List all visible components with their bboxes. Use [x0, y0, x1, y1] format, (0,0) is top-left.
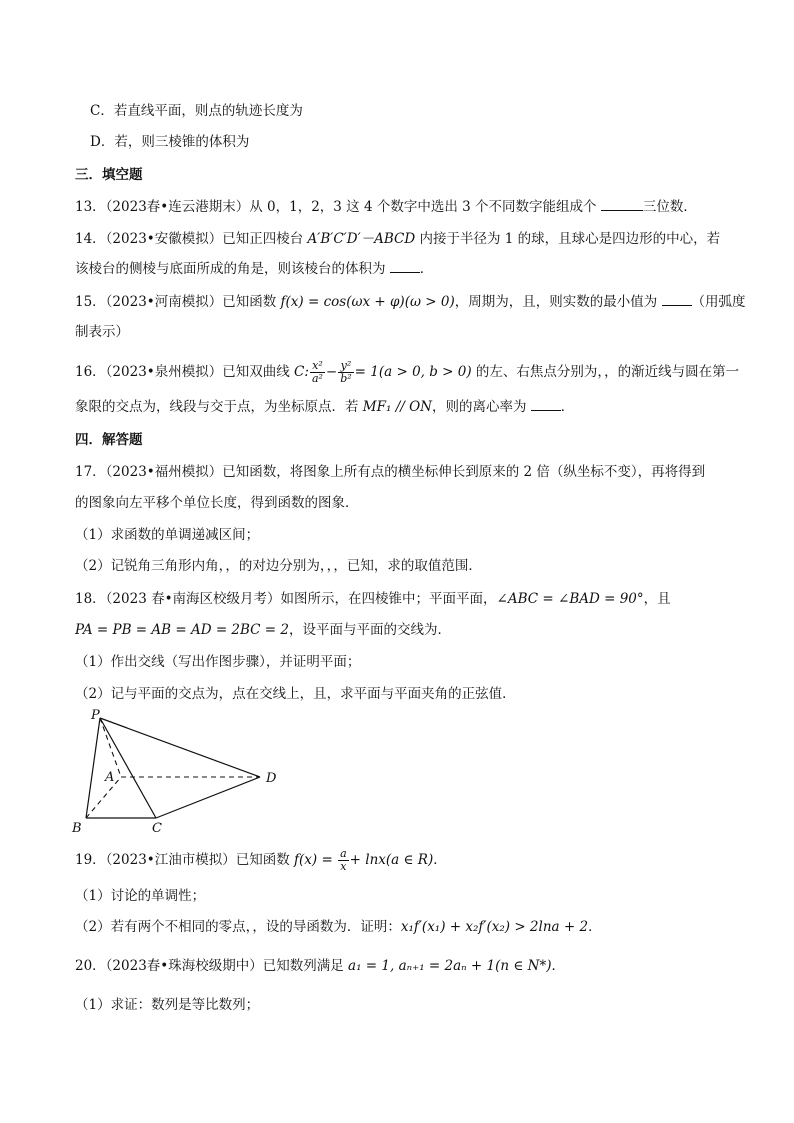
edge-pc	[100, 718, 156, 818]
minus-sign: −	[325, 364, 338, 380]
fraction-denominator: a²	[311, 372, 323, 385]
vertex-label-b: B	[72, 821, 82, 836]
pyramid-figure	[60, 706, 300, 838]
q19-sub2-math: x₁f′(x₁) + x₂f′(x₂) > 2lna + 2	[400, 919, 589, 935]
question-18	[75, 589, 735, 609]
question-17: 17．（2023•福州模拟）已知函数，将图象上所有点的横坐标伸长到原来的 2 倍（纵坐标不变），再将得到	[75, 464, 706, 480]
q15-part2: ，周期为，且，则实数的最小值为	[454, 294, 662, 310]
q19-sub2-tail: ．	[588, 919, 602, 935]
q18-part1: 18．（2023 春•南海区校级月考）如图所示，在四棱锥中；平面平面，	[75, 591, 497, 607]
edge-pb	[86, 718, 100, 818]
question-16-line2	[75, 397, 735, 417]
q16-part2: 的左、右焦点分别为，，的渐近线与圆在第一	[471, 364, 740, 380]
question-18-line2	[75, 620, 735, 640]
question-20	[75, 956, 735, 976]
q16-tail: ．	[560, 399, 575, 415]
q16-math-c: C:	[294, 364, 309, 380]
section-solve-heading: 四．解答题	[75, 432, 143, 448]
q14-part2: 内接于半径为 1 的球，且球心是四边形的中心，若	[415, 231, 721, 247]
option-c: C．若直线平面，则点的轨迹长度为	[90, 103, 303, 119]
q19-sub2: （2）若有两个不相同的零点，，设的导函数为．证明：	[75, 919, 401, 935]
question-17-line2: 的图象向左平移个单位长度，得到函数的图象．	[75, 495, 359, 511]
question-18-sub1: （1）作出交线（写出作图步骤），并证明平面；	[75, 654, 361, 670]
q19-math-rest: + lnx(a ∈ R)	[349, 852, 434, 868]
question-13	[75, 197, 735, 217]
vertex-label-a: A	[105, 770, 115, 785]
q15-part1: 15．（2023•河南模拟）已知函数	[75, 294, 281, 310]
answer-blank	[601, 198, 643, 211]
edge-pa-hidden	[100, 718, 121, 777]
q20-tail: ．	[551, 958, 565, 974]
question-17-sub1: （1）求函数的单调递减区间；	[75, 527, 260, 543]
q19-fraction	[338, 848, 349, 873]
question-19-sub2	[75, 917, 735, 937]
q16-line2-math: MF₁ // ON	[362, 399, 432, 415]
fraction-numerator: x²	[310, 360, 325, 373]
q14-line2: 该棱台的侧棱与底面所成的角是，则该棱台的体积为	[75, 261, 390, 277]
q18-part2: ，且	[643, 591, 671, 607]
answer-blank	[531, 398, 561, 411]
q16-line2a: 象限的交点为，线段与交于点，为坐标原点．若	[75, 399, 363, 415]
q19-tail: ．	[433, 852, 447, 868]
q19-math-f: f(x) =	[294, 852, 338, 868]
q13-tail: 三位数．	[642, 199, 697, 215]
question-16	[75, 359, 740, 385]
q20-part1: 20．（2023春•珠海校级期中）已知数列满足	[75, 958, 349, 974]
fraction-denominator: x	[340, 860, 347, 873]
q18-line2: ，设平面与平面的交线为．	[289, 622, 451, 638]
q13-text: 13．（2023春•连云港期末）从 0，1，2，3 这 4 个数字中选出 3 个不同数字能组成个	[75, 199, 601, 215]
edge-cd	[156, 777, 260, 818]
question-19-sub1: （1）讨论的单调性；	[75, 888, 206, 904]
q16-math-rest: = 1(a > 0, b > 0)	[354, 364, 472, 380]
question-18-sub2: （2）记与平面的交点为，点在交线上，且，求平面与平面夹角的正弦值．	[75, 686, 516, 702]
question-15-line2: 制表示）	[75, 324, 129, 340]
q14-part1: 14．（2023•安徽模拟）已知正四棱台	[75, 231, 308, 247]
question-15	[75, 292, 746, 312]
question-20-sub1: （1）求证：数列是等比数列；	[75, 997, 260, 1013]
q16-fraction-x	[310, 360, 325, 385]
q16-fraction-y	[338, 360, 353, 385]
edge-pd	[100, 718, 260, 777]
question-14-line2	[75, 259, 735, 279]
vertex-label-d: D	[266, 771, 277, 786]
q20-math: a₁ = 1, aₙ₊₁ = 2aₙ + 1(n ∈ N*)	[348, 958, 552, 974]
section-fill-heading: 三．填空题	[75, 167, 143, 183]
answer-blank	[390, 260, 420, 273]
q15-tail: （用弧度	[691, 294, 746, 310]
q16-part1: 16．（2023•泉州模拟）已知双曲线	[75, 364, 295, 380]
q14-tail: ．	[419, 261, 434, 277]
fraction-numerator: a	[340, 847, 347, 860]
q18-math1: ∠ABC = ∠BAD = 90°	[496, 591, 644, 607]
question-14	[75, 229, 735, 249]
fraction-denominator: b²	[340, 372, 352, 385]
answer-blank	[662, 293, 692, 306]
q14-math: A′B′C′D′－ABCD	[307, 231, 416, 247]
fraction-numerator: y²	[338, 360, 353, 373]
q15-math: f(x) = cos(ωx + φ)(ω > 0)	[280, 294, 455, 310]
q16-line2b: ，则的离心率为	[431, 399, 531, 415]
question-19	[75, 848, 735, 873]
option-d: D．若，则三棱锥的体积为	[90, 134, 250, 150]
vertex-label-c: C	[152, 821, 162, 836]
q19-part1: 19．（2023•江油市模拟）已知函数	[75, 852, 295, 868]
vertex-label-p: P	[91, 708, 100, 723]
question-17-sub2: （2）记锐角三角形内角，，的对边分别为，，，已知，求的取值范围．	[75, 558, 482, 574]
q18-line2-math: PA = PB = AB = AD = 2BC = 2	[75, 622, 289, 638]
